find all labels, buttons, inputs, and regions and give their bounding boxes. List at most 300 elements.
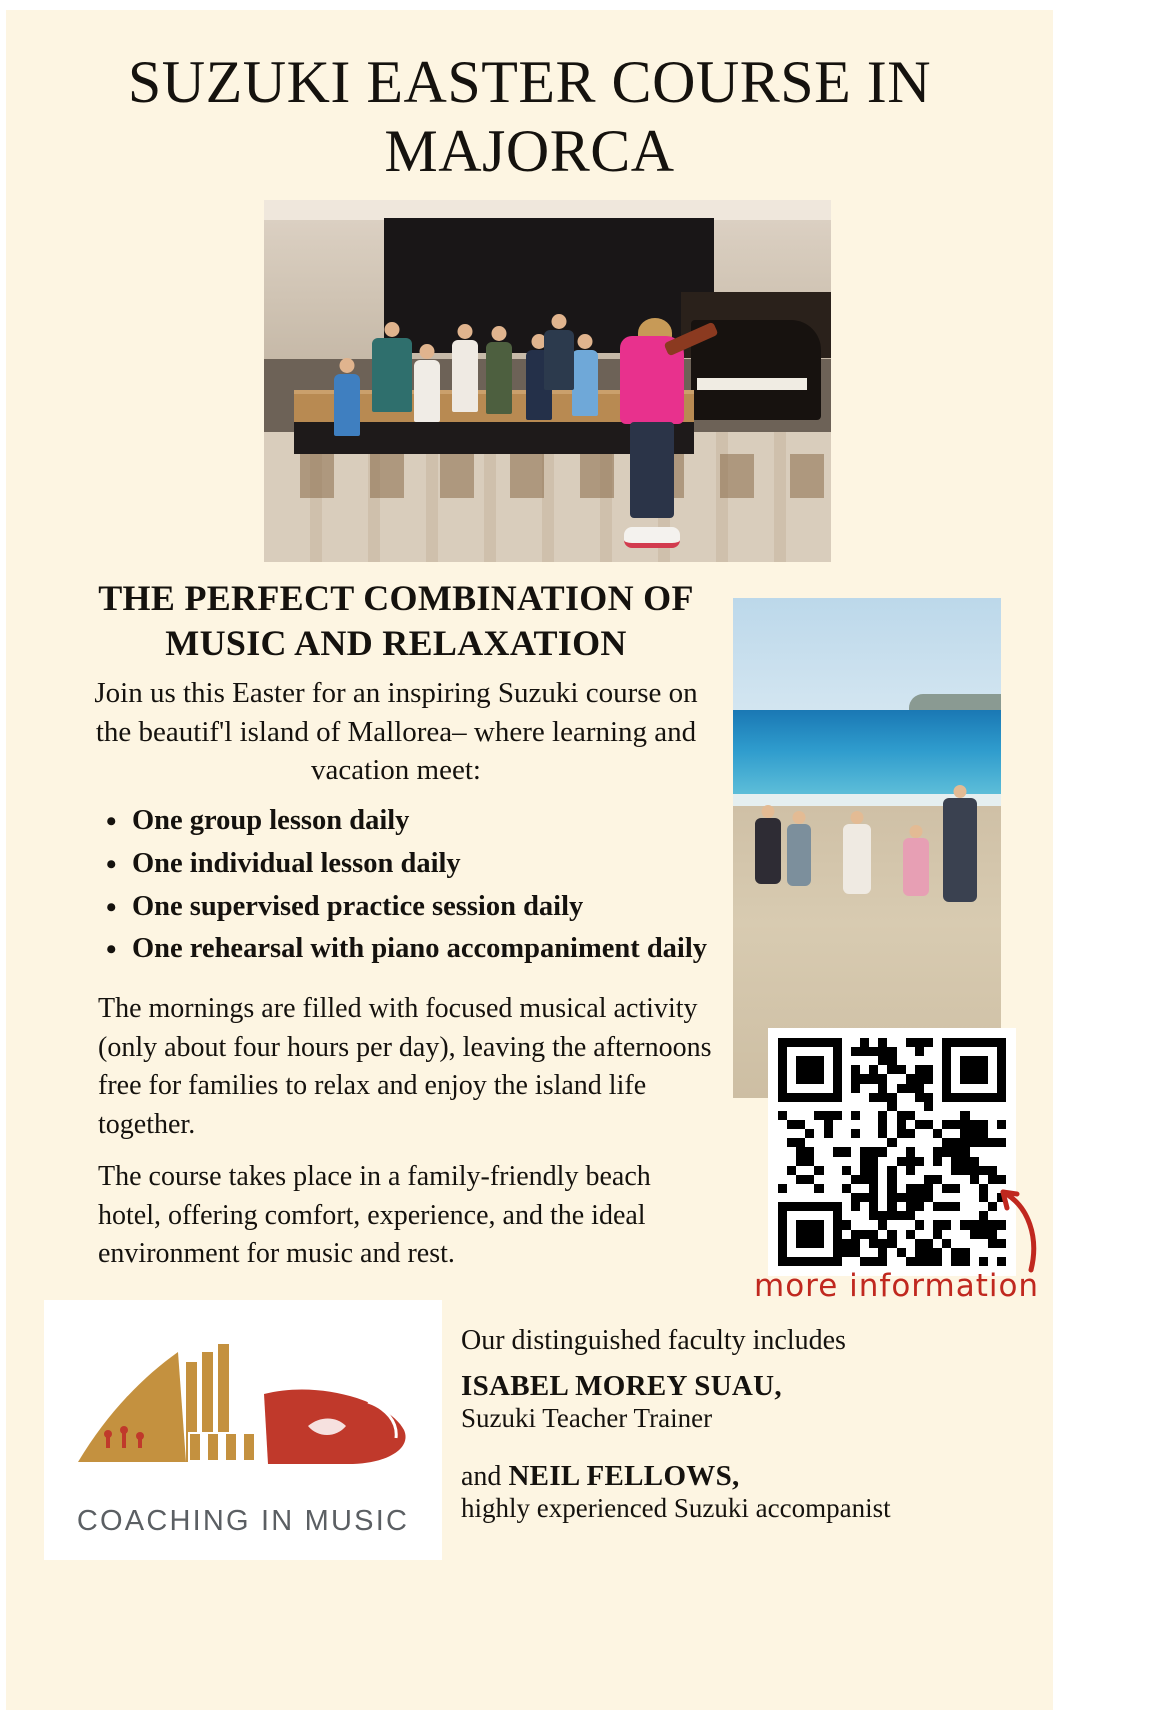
qr-cell bbox=[887, 1166, 896, 1175]
qr-cell bbox=[924, 1257, 933, 1266]
qr-cell bbox=[833, 1111, 842, 1120]
qr-cell bbox=[860, 1193, 869, 1202]
qr-cell bbox=[960, 1093, 969, 1102]
qr-cell bbox=[833, 1038, 842, 1047]
qr-cell bbox=[887, 1211, 896, 1220]
faculty-name-1: ISABEL MOREY SUAU, bbox=[461, 1369, 782, 1402]
qr-cell bbox=[897, 1038, 906, 1047]
faculty-lead: Our distinguished faculty includes bbox=[461, 1325, 846, 1356]
qr-cell bbox=[851, 1175, 860, 1184]
qr-cell bbox=[887, 1138, 896, 1147]
qr-cell bbox=[833, 1193, 842, 1202]
qr-cell bbox=[778, 1056, 787, 1065]
qr-cell bbox=[842, 1147, 851, 1156]
qr-cell bbox=[805, 1074, 814, 1083]
qr-cell bbox=[787, 1111, 796, 1120]
qr-cell bbox=[942, 1230, 951, 1239]
qr-cell bbox=[824, 1166, 833, 1175]
qr-cell bbox=[860, 1065, 869, 1074]
qr-cell bbox=[878, 1175, 887, 1184]
qr-cell bbox=[833, 1102, 842, 1111]
qr-cell bbox=[960, 1220, 969, 1229]
qr-cell bbox=[942, 1166, 951, 1175]
faculty-and: and bbox=[461, 1460, 509, 1492]
qr-cell bbox=[842, 1129, 851, 1138]
qr-cell bbox=[933, 1047, 942, 1056]
qr-cell bbox=[915, 1111, 924, 1120]
qr-cell bbox=[933, 1248, 942, 1257]
qr-cell bbox=[787, 1220, 796, 1229]
qr-cell bbox=[778, 1038, 787, 1047]
qr-cell bbox=[833, 1120, 842, 1129]
qr-cell bbox=[951, 1147, 960, 1156]
qr-cell bbox=[833, 1157, 842, 1166]
qr-cell bbox=[970, 1074, 979, 1083]
qr-cell bbox=[942, 1111, 951, 1120]
qr-cell bbox=[814, 1239, 823, 1248]
qr-cell bbox=[878, 1166, 887, 1175]
qr-cell bbox=[970, 1230, 979, 1239]
photo-child bbox=[452, 340, 478, 412]
qr-cell bbox=[878, 1257, 887, 1266]
qr-cell bbox=[878, 1147, 887, 1156]
qr-cell bbox=[787, 1193, 796, 1202]
qr-cell bbox=[869, 1184, 878, 1193]
qr-cell bbox=[933, 1056, 942, 1065]
qr-cell bbox=[942, 1120, 951, 1129]
qr-cell bbox=[979, 1138, 988, 1147]
qr-cell bbox=[970, 1157, 979, 1166]
qr-cell bbox=[887, 1257, 896, 1266]
qr-cell bbox=[842, 1239, 851, 1248]
beach-child-head bbox=[910, 825, 923, 838]
qr-cell bbox=[851, 1065, 860, 1074]
qr-cell bbox=[906, 1084, 915, 1093]
qr-cell bbox=[851, 1257, 860, 1266]
qr-cell bbox=[778, 1230, 787, 1239]
qr-cell bbox=[906, 1175, 915, 1184]
qr-cell bbox=[851, 1230, 860, 1239]
qr-cell bbox=[842, 1248, 851, 1257]
qr-cell bbox=[970, 1248, 979, 1257]
qr-cell bbox=[824, 1184, 833, 1193]
beach-child bbox=[787, 824, 811, 886]
qr-cell bbox=[842, 1211, 851, 1220]
qr-cell bbox=[851, 1193, 860, 1202]
qr-cell bbox=[933, 1147, 942, 1156]
qr-cell bbox=[933, 1239, 942, 1248]
qr-cell bbox=[942, 1138, 951, 1147]
qr-cell bbox=[805, 1056, 814, 1065]
qr-cell bbox=[970, 1065, 979, 1074]
qr-cell bbox=[924, 1129, 933, 1138]
qr-cell bbox=[805, 1257, 814, 1266]
qr-cell bbox=[887, 1093, 896, 1102]
qr-cell bbox=[933, 1084, 942, 1093]
qr-cell bbox=[988, 1129, 997, 1138]
qr-cell bbox=[778, 1147, 787, 1156]
qr-cell bbox=[851, 1074, 860, 1083]
qr-cell bbox=[842, 1038, 851, 1047]
qr-cell bbox=[897, 1147, 906, 1156]
qr-cell bbox=[842, 1065, 851, 1074]
qr-cell bbox=[924, 1157, 933, 1166]
qr-cell bbox=[906, 1257, 915, 1266]
qr-cell bbox=[933, 1175, 942, 1184]
qr-cell bbox=[787, 1056, 796, 1065]
qr-cell bbox=[960, 1038, 969, 1047]
qr-cell bbox=[878, 1202, 887, 1211]
photo-child-head bbox=[492, 326, 507, 341]
qr-cell bbox=[824, 1102, 833, 1111]
qr-cell bbox=[933, 1184, 942, 1193]
qr-cell bbox=[814, 1166, 823, 1175]
qr-cell bbox=[942, 1175, 951, 1184]
qr-cell bbox=[897, 1220, 906, 1229]
qr-matrix bbox=[778, 1038, 1006, 1266]
photo-teacher-teal bbox=[372, 338, 412, 412]
qr-cell bbox=[970, 1202, 979, 1211]
qr-cell bbox=[851, 1102, 860, 1111]
qr-cell bbox=[979, 1084, 988, 1093]
qr-cell bbox=[960, 1166, 969, 1175]
qr-code[interactable] bbox=[768, 1028, 1016, 1276]
qr-cell bbox=[887, 1248, 896, 1257]
qr-cell bbox=[906, 1138, 915, 1147]
qr-cell bbox=[787, 1120, 796, 1129]
qr-cell bbox=[878, 1248, 887, 1257]
qr-cell bbox=[933, 1193, 942, 1202]
qr-cell bbox=[824, 1047, 833, 1056]
qr-cell bbox=[833, 1257, 842, 1266]
qr-cell bbox=[860, 1038, 869, 1047]
qr-cell bbox=[924, 1239, 933, 1248]
qr-cell bbox=[833, 1084, 842, 1093]
qr-cell bbox=[887, 1220, 896, 1229]
beach-child bbox=[903, 838, 929, 896]
qr-cell bbox=[787, 1047, 796, 1056]
qr-cell bbox=[924, 1147, 933, 1156]
qr-cell bbox=[887, 1038, 896, 1047]
qr-cell bbox=[970, 1220, 979, 1229]
qr-cell bbox=[979, 1129, 988, 1138]
qr-cell bbox=[970, 1166, 979, 1175]
qr-cell bbox=[851, 1220, 860, 1229]
qr-cell bbox=[906, 1193, 915, 1202]
qr-cell bbox=[951, 1193, 960, 1202]
faculty-name-2: NEIL FELLOWS, bbox=[508, 1459, 740, 1492]
qr-cell bbox=[942, 1248, 951, 1257]
qr-cell bbox=[887, 1202, 896, 1211]
qr-cell bbox=[951, 1138, 960, 1147]
qr-cell bbox=[960, 1257, 969, 1266]
qr-cell bbox=[787, 1157, 796, 1166]
qr-cell bbox=[778, 1239, 787, 1248]
qr-cell bbox=[979, 1157, 988, 1166]
qr-cell bbox=[915, 1056, 924, 1065]
qr-cell bbox=[997, 1074, 1006, 1083]
qr-cell bbox=[833, 1138, 842, 1147]
qr-cell bbox=[897, 1056, 906, 1065]
beach-child-head bbox=[793, 811, 806, 824]
qr-cell bbox=[960, 1193, 969, 1202]
qr-cell bbox=[805, 1230, 814, 1239]
qr-cell bbox=[842, 1056, 851, 1065]
qr-cell bbox=[887, 1084, 896, 1093]
qr-cell bbox=[970, 1038, 979, 1047]
qr-cell bbox=[796, 1239, 805, 1248]
faculty-role-1: Suzuki Teacher Trainer bbox=[461, 1402, 713, 1433]
paragraph-mornings: The mornings are filled with focused musical activity (only about four hours per day), leaving the afternoons free for families to relax and enjoy the island life together. bbox=[98, 993, 712, 1140]
qr-cell bbox=[906, 1102, 915, 1111]
qr-cell bbox=[897, 1193, 906, 1202]
qr-cell bbox=[933, 1157, 942, 1166]
qr-cell bbox=[778, 1184, 787, 1193]
qr-cell bbox=[887, 1120, 896, 1129]
qr-cell bbox=[814, 1102, 823, 1111]
qr-cell bbox=[933, 1129, 942, 1138]
qr-cell bbox=[796, 1211, 805, 1220]
qr-cell bbox=[878, 1102, 887, 1111]
qr-cell bbox=[878, 1193, 887, 1202]
qr-cell bbox=[805, 1129, 814, 1138]
qr-cell bbox=[997, 1056, 1006, 1065]
qr-cell bbox=[988, 1047, 997, 1056]
qr-cell bbox=[970, 1193, 979, 1202]
qr-cell bbox=[814, 1056, 823, 1065]
qr-cell bbox=[951, 1120, 960, 1129]
qr-cell bbox=[915, 1129, 924, 1138]
qr-cell bbox=[906, 1239, 915, 1248]
qr-cell bbox=[796, 1157, 805, 1166]
qr-cell bbox=[906, 1129, 915, 1138]
qr-cell bbox=[851, 1093, 860, 1102]
qr-cell bbox=[960, 1129, 969, 1138]
qr-cell bbox=[842, 1102, 851, 1111]
qr-cell bbox=[814, 1093, 823, 1102]
qr-cell bbox=[979, 1120, 988, 1129]
qr-cell bbox=[824, 1065, 833, 1074]
qr-cell bbox=[906, 1047, 915, 1056]
qr-cell bbox=[924, 1102, 933, 1111]
qr-cell bbox=[915, 1138, 924, 1147]
photo-teacher-shoe bbox=[624, 527, 680, 548]
qr-cell bbox=[915, 1084, 924, 1093]
qr-cell bbox=[787, 1230, 796, 1239]
qr-cell bbox=[805, 1220, 814, 1229]
qr-cell bbox=[979, 1102, 988, 1111]
qr-cell bbox=[833, 1129, 842, 1138]
qr-cell bbox=[860, 1084, 869, 1093]
features-list bbox=[106, 800, 772, 971]
qr-cell bbox=[906, 1147, 915, 1156]
qr-cell bbox=[787, 1065, 796, 1074]
qr-cell bbox=[933, 1111, 942, 1120]
photo-ceiling bbox=[264, 200, 831, 220]
qr-cell bbox=[924, 1111, 933, 1120]
qr-cell bbox=[915, 1047, 924, 1056]
photo-child bbox=[334, 374, 360, 436]
qr-cell bbox=[897, 1084, 906, 1093]
qr-cell bbox=[787, 1084, 796, 1093]
qr-cell bbox=[951, 1211, 960, 1220]
qr-cell bbox=[878, 1065, 887, 1074]
beach-child bbox=[755, 818, 781, 884]
qr-cell bbox=[915, 1248, 924, 1257]
coaching-in-music-logo-icon bbox=[68, 1322, 418, 1482]
qr-cell bbox=[951, 1157, 960, 1166]
qr-cell bbox=[988, 1074, 997, 1083]
qr-cell bbox=[915, 1257, 924, 1266]
qr-cell bbox=[897, 1166, 906, 1175]
qr-cell bbox=[951, 1074, 960, 1083]
qr-cell bbox=[878, 1074, 887, 1083]
qr-cell bbox=[887, 1074, 896, 1083]
qr-cell bbox=[778, 1175, 787, 1184]
qr-cell bbox=[897, 1257, 906, 1266]
qr-cell bbox=[824, 1157, 833, 1166]
qr-cell bbox=[906, 1184, 915, 1193]
qr-cell bbox=[860, 1157, 869, 1166]
qr-cell bbox=[778, 1248, 787, 1257]
qr-cell bbox=[933, 1074, 942, 1083]
qr-cell bbox=[833, 1230, 842, 1239]
qr-cell bbox=[833, 1065, 842, 1074]
qr-cell bbox=[787, 1102, 796, 1111]
qr-cell bbox=[988, 1138, 997, 1147]
qr-cell bbox=[796, 1056, 805, 1065]
qr-cell bbox=[824, 1211, 833, 1220]
qr-cell bbox=[860, 1102, 869, 1111]
qr-cell bbox=[960, 1202, 969, 1211]
qr-cell bbox=[814, 1184, 823, 1193]
qr-cell bbox=[933, 1065, 942, 1074]
qr-cell bbox=[878, 1056, 887, 1065]
qr-cell bbox=[833, 1211, 842, 1220]
qr-cell bbox=[951, 1084, 960, 1093]
qr-cell bbox=[787, 1248, 796, 1257]
qr-cell bbox=[833, 1248, 842, 1257]
beach-child-head bbox=[762, 805, 775, 818]
qr-cell bbox=[951, 1047, 960, 1056]
qr-cell bbox=[814, 1138, 823, 1147]
qr-cell bbox=[942, 1074, 951, 1083]
qr-cell bbox=[970, 1047, 979, 1056]
qr-cell bbox=[878, 1038, 887, 1047]
qr-cell bbox=[796, 1248, 805, 1257]
qr-cell bbox=[814, 1257, 823, 1266]
qr-cell bbox=[860, 1184, 869, 1193]
faculty-name-2-line bbox=[461, 1460, 1021, 1493]
qr-cell bbox=[796, 1184, 805, 1193]
qr-cell bbox=[924, 1193, 933, 1202]
arrow-icon bbox=[981, 1178, 1041, 1273]
qr-cell bbox=[988, 1038, 997, 1047]
qr-cell bbox=[869, 1257, 878, 1266]
qr-cell bbox=[906, 1065, 915, 1074]
qr-cell bbox=[842, 1257, 851, 1266]
qr-cell bbox=[824, 1120, 833, 1129]
qr-cell bbox=[796, 1175, 805, 1184]
qr-cell bbox=[869, 1074, 878, 1083]
qr-cell bbox=[833, 1220, 842, 1229]
qr-cell bbox=[814, 1120, 823, 1129]
qr-cell bbox=[824, 1038, 833, 1047]
qr-cell bbox=[997, 1093, 1006, 1102]
qr-cell bbox=[960, 1120, 969, 1129]
qr-cell bbox=[915, 1166, 924, 1175]
qr-cell bbox=[814, 1038, 823, 1047]
qr-cell bbox=[842, 1202, 851, 1211]
qr-cell bbox=[942, 1211, 951, 1220]
qr-cell bbox=[887, 1065, 896, 1074]
qr-cell bbox=[887, 1184, 896, 1193]
qr-cell bbox=[897, 1202, 906, 1211]
qr-cell bbox=[933, 1230, 942, 1239]
qr-cell bbox=[997, 1065, 1006, 1074]
qr-cell bbox=[778, 1093, 787, 1102]
qr-cell bbox=[833, 1074, 842, 1083]
qr-cell bbox=[915, 1193, 924, 1202]
qr-cell bbox=[796, 1230, 805, 1239]
qr-cell bbox=[942, 1257, 951, 1266]
qr-cell bbox=[951, 1202, 960, 1211]
qr-cell bbox=[824, 1175, 833, 1184]
qr-cell bbox=[942, 1129, 951, 1138]
qr-cell bbox=[979, 1047, 988, 1056]
qr-cell bbox=[924, 1093, 933, 1102]
qr-cell bbox=[997, 1166, 1006, 1175]
qr-cell bbox=[805, 1157, 814, 1166]
qr-cell bbox=[887, 1047, 896, 1056]
qr-cell bbox=[988, 1056, 997, 1065]
qr-cell bbox=[805, 1093, 814, 1102]
qr-cell bbox=[906, 1056, 915, 1065]
qr-cell bbox=[833, 1147, 842, 1156]
qr-cell bbox=[842, 1138, 851, 1147]
qr-cell bbox=[979, 1074, 988, 1083]
qr-cell bbox=[878, 1129, 887, 1138]
qr-cell bbox=[878, 1230, 887, 1239]
photo-violin-teacher bbox=[616, 318, 690, 548]
qr-cell bbox=[915, 1175, 924, 1184]
qr-cell bbox=[997, 1157, 1006, 1166]
qr-cell bbox=[787, 1175, 796, 1184]
qr-cell bbox=[979, 1111, 988, 1120]
qr-cell bbox=[878, 1093, 887, 1102]
qr-cell bbox=[814, 1211, 823, 1220]
qr-cell bbox=[860, 1257, 869, 1266]
qr-cell bbox=[897, 1175, 906, 1184]
page-title: SUZUKI EASTER COURSE IN MAJORCA bbox=[127, 49, 932, 184]
qr-cell bbox=[787, 1202, 796, 1211]
qr-cell bbox=[915, 1102, 924, 1111]
qr-cell bbox=[924, 1056, 933, 1065]
qr-cell bbox=[960, 1056, 969, 1065]
qr-cell bbox=[869, 1093, 878, 1102]
qr-cell bbox=[842, 1175, 851, 1184]
list-item: • One individual lesson daily bbox=[132, 843, 772, 886]
qr-cell bbox=[942, 1102, 951, 1111]
qr-cell bbox=[869, 1065, 878, 1074]
qr-cell bbox=[787, 1093, 796, 1102]
qr-cell bbox=[824, 1111, 833, 1120]
qr-cell bbox=[960, 1175, 969, 1184]
qr-cell bbox=[951, 1248, 960, 1257]
qr-cell bbox=[915, 1157, 924, 1166]
qr-cell bbox=[951, 1102, 960, 1111]
qr-cell bbox=[988, 1157, 997, 1166]
